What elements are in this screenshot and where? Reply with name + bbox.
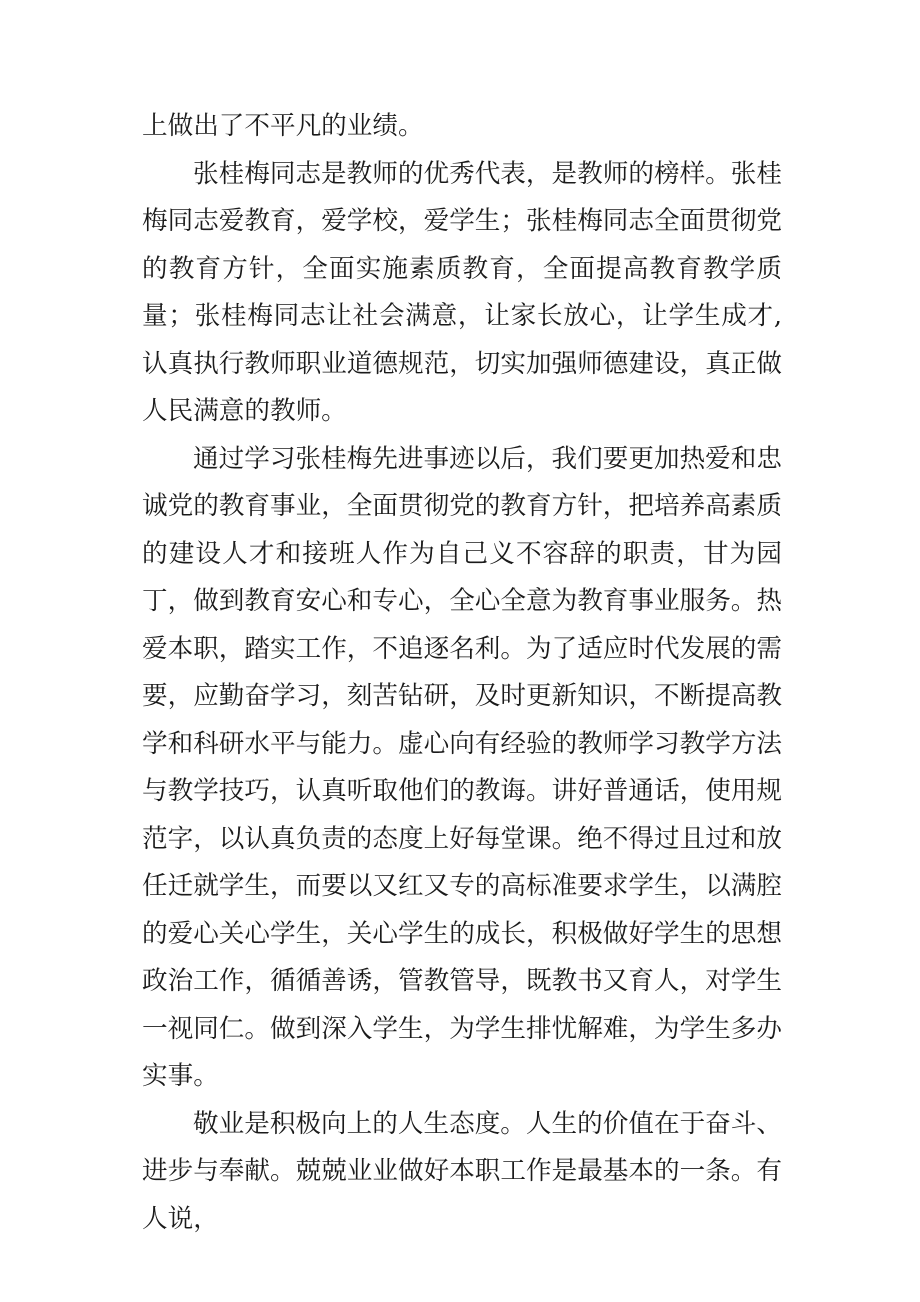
document-body <box>142 103 782 1243</box>
paragraph-learning-reflection: 通过学习张桂梅先进事迹以后，我们要更加热爱和忠诚党的教育事业，全面贯彻党的教育方针，把培养高素质的建设人才和接班人作为自己义不容辞的职责，甘为园丁，做到教育安心和专心，全心全意为教育事业服务。热爱本职，踏实工作，不追逐名利。为了适应时代发展的需要，应勤奋学习，刻苦钻研，及时更新知识，不断提高教学和科研水平与能力。虚心向有经验的教师学习教学方法与教学技巧，认真听取他们的教诲。讲好普通话，使用规范字，以认真负责的态度上好每堂课。绝不得过且过和放任迁就学生，而要以又红又专的高标准要求学生，以满腔的爱心关心学生，关心学生的成长，积极做好学生的思想政治工作，循循善诱，管教管导，既教书又育人，对学生一视同仁。做到深入学生，为学生排忧解难，为学生多办实事。 <box>142 443 782 1091</box>
paragraph-zhang-guimei-model: 张桂梅同志是教师的优秀代表，是教师的榜样。张桂梅同志爱教育，爱学校，爱学生；张桂梅同志全面贯彻党的教育方针，全面实施素质教育，全面提高教育教学质量；张桂梅同志让社会满意，让家长放心，让学生成才,认真执行教师职业道德规范，切实加强师德建设，真正做人民满意的教师。 <box>142 158 782 426</box>
paragraph-continuation: 上做出了不平凡的业绩。 <box>142 111 424 141</box>
paragraph-dedication: 敬业是积极向上的人生态度。人生的价值在于奋斗、进步与奉献。兢兢业业做好本职工作是最基本的一条。有人说， <box>142 1108 782 1234</box>
